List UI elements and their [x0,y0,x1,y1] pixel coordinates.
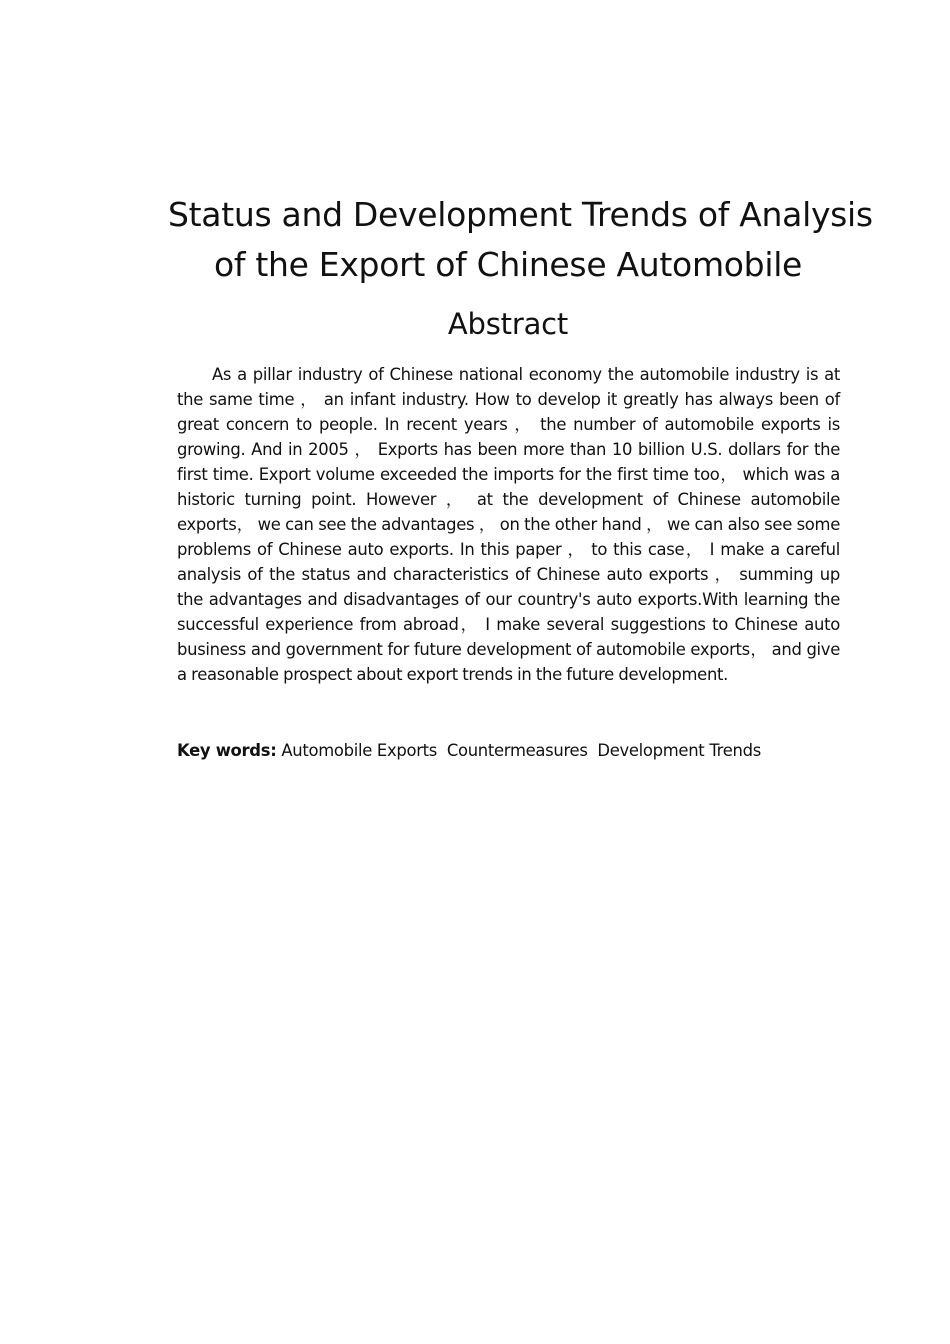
abstract-heading: Abstract [447,307,569,341]
title-line-1: Status and Development Trends of Analysis [168,195,873,234]
keywords-line [177,738,840,763]
keywords-label: Key words: [177,741,277,760]
document-title [168,190,873,290]
abstract-body: As a pillar industry of Chinese national economy the automobile industry is at the same time ， an infant industry. How to develop it greatly has always been of great concern to people. In recent years ， the number of automobile exports is growing. And in 2005 ， Exports has been more than 10 billion U.S. dollars for the first time. Export volume exceeded the imports for the first time too， which was a historic turning point. However ， at the development of Chinese automobile exports， we can see the advantages ， on the other hand ， we can also see some problems of Chinese auto exports. In this paper ， to this case， I make a careful analysis of the status and characteristics of Chinese auto exports ， summing up the advantages and disadvantages of our country's auto exports.With learning the successful experience from abroad， I make several suggestions to Chinese auto business and government for future development of automobile exports， and give a reasonable prospect about export trends in the future development. [177,365,840,684]
title-line-2: of the Export of Chinese Automobile [213,245,803,284]
keywords-text: Automobile Exports Countermeasures Development Trends [276,741,761,760]
